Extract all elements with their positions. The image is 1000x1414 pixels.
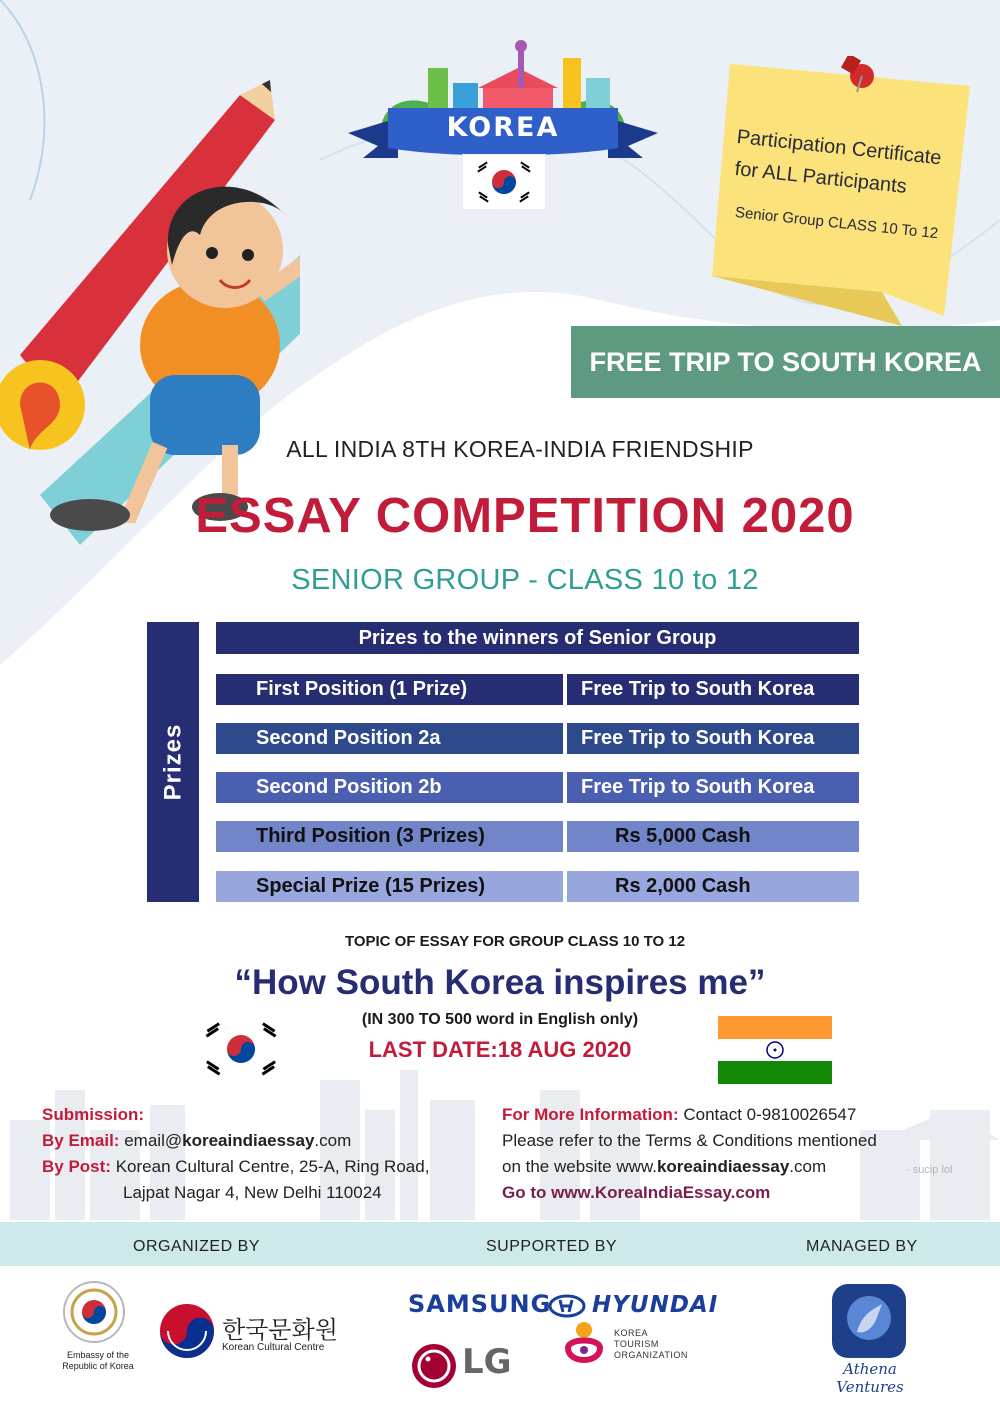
managed-by-label: MANAGED BY	[806, 1238, 918, 1255]
embassy-seal-icon	[62, 1280, 126, 1344]
word-limit: (IN 300 TO 500 word in English only)	[361, 1011, 639, 1028]
hyundai-logo: HYUNDAI	[592, 1292, 719, 1318]
south-korea-flag-icon	[198, 1018, 284, 1080]
prize-reward-cell: Free Trip to South Korea	[567, 723, 859, 754]
embassy-caption: Embassy of the Republic of Korea	[62, 1350, 134, 1371]
contact-number: Contact 0-9810026547	[683, 1105, 857, 1124]
free-trip-banner: FREE TRIP TO SOUTH KOREA	[571, 326, 1000, 398]
group-subtitle: SENIOR GROUP - CLASS 10 to 12	[291, 564, 759, 596]
info-block	[502, 1102, 877, 1206]
email-link[interactable]: email@koreaindiaessay.com	[124, 1131, 352, 1150]
sticky-note	[712, 56, 974, 330]
prize-position-cell: First Position (1 Prize)	[216, 674, 563, 705]
faint-sign-text: · sucip lol	[906, 1164, 953, 1176]
prize-table-header: Prizes to the winners of Senior Group	[216, 622, 859, 654]
korea-tourism-logo-icon	[562, 1320, 606, 1368]
samsung-logo: SAMSUNG	[408, 1290, 552, 1318]
post-address-line-1: Korean Cultural Centre, 25-A, Ring Road,	[115, 1157, 430, 1176]
lg-logo-icon	[410, 1342, 458, 1390]
friendship-heading: ALL INDIA 8TH KOREA-INDIA FRIENDSHIP	[286, 436, 754, 462]
prizes-side-label-wrap	[147, 622, 199, 902]
korea-banner-text: KOREA	[446, 112, 560, 143]
south-korea-flag-icon	[462, 154, 546, 210]
hyundai-logo-icon	[548, 1294, 586, 1318]
athena-ventures-name: Athena Ventures	[836, 1360, 904, 1396]
prize-position-cell: Special Prize (15 Prizes)	[216, 871, 563, 902]
terms-note: Please refer to the Terms & Conditions mentioned	[502, 1131, 877, 1150]
prize-position-cell: Second Position 2a	[216, 723, 563, 754]
kcc-english-name: Korean Cultural Centre	[222, 1342, 325, 1353]
india-flag-icon	[718, 1016, 832, 1084]
organized-by-label: ORGANIZED BY	[133, 1238, 260, 1255]
kcc-korean-name: 한국문화원	[222, 1316, 338, 1344]
prize-reward-cell: Free Trip to South Korea	[567, 772, 859, 803]
supported-by-label: SUPPORTED BY	[486, 1238, 618, 1255]
post-address-line-2: Lajpat Nagar 4, New Delhi 110024	[123, 1183, 382, 1202]
boy-flying-on-pencil-illustration	[0, 75, 300, 545]
goto-website-link[interactable]: Go to www.KoreaIndiaEssay.com	[502, 1183, 771, 1202]
prizes-side-label: Prizes	[159, 723, 186, 801]
korean-cultural-centre-logo-icon	[158, 1302, 216, 1360]
email-label: By Email:	[42, 1131, 120, 1150]
lg-logo: LG	[462, 1342, 512, 1382]
sticky-note-line-3: Senior Group CLASS 10 To 12	[734, 204, 939, 243]
prize-reward-cell: Rs 5,000 Cash	[567, 821, 859, 852]
info-label: For More Information:	[502, 1105, 679, 1124]
submission-block	[42, 1102, 429, 1206]
prize-position-cell: Third Position (3 Prizes)	[216, 821, 563, 852]
website-line[interactable]: on the website www.koreaindiaessay.com	[502, 1157, 827, 1176]
prize-reward-cell: Free Trip to South Korea	[567, 674, 859, 705]
last-date: LAST DATE:18 AUG 2020	[368, 1037, 632, 1062]
submission-title: Submission:	[42, 1105, 145, 1124]
prize-position-cell: Second Position 2b	[216, 772, 563, 803]
korea-tourism-caption: KOREA TOURISM ORGANIZATION	[614, 1328, 688, 1360]
sticky-note-line-2: for ALL Participants	[733, 158, 908, 198]
athena-ventures-logo-icon	[832, 1284, 906, 1358]
page-title: ESSAY COMPETITION 2020	[195, 489, 855, 543]
post-label: By Post:	[42, 1157, 111, 1176]
essay-topic: “How South Korea inspires me”	[234, 963, 766, 1002]
prize-reward-cell: Rs 2,000 Cash	[567, 871, 859, 902]
topic-label: TOPIC OF ESSAY FOR GROUP CLASS 10 TO 12	[344, 933, 686, 950]
sticky-note-line-1: Participation Certificate	[735, 126, 943, 170]
